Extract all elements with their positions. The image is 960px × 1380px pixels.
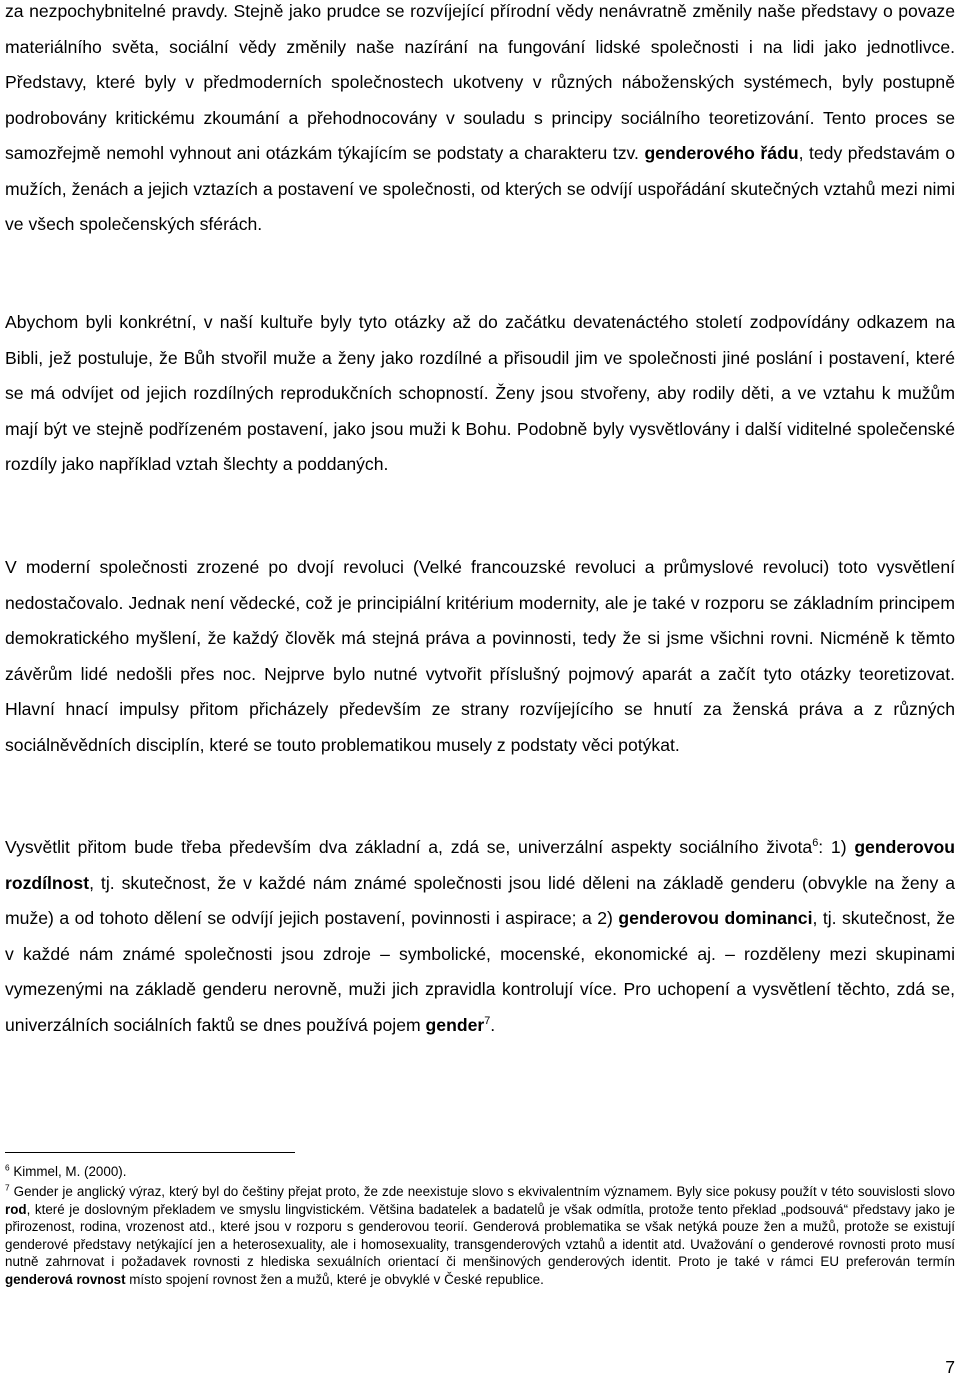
bold-term-rod: rod	[5, 1201, 27, 1217]
paragraph-text: , tj. skutečnost, že v každé nám známé společnosti jsou lidé děleni na základě genderu (obvykle na ženy a muže) a od tohoto dělení se odvíjí jejich postavení, povinnosti i aspirace; a 2)	[5, 872, 955, 928]
footnote-marker: 6	[5, 1162, 10, 1173]
bold-term-gender: gender	[425, 1014, 485, 1035]
footnote-separator	[5, 1152, 295, 1153]
footnote-7	[5, 1183, 955, 1289]
page-number: 7	[945, 1357, 955, 1377]
bold-term-genderoveho-radu: genderového řádu	[644, 143, 799, 163]
body-paragraph-4	[5, 830, 955, 1043]
paragraph-text: , tedy představám o mužích, ženách a jejich vztazích a postavení ve společnosti, od kterých se odvíjí uspořádání skutečných vztahů mezi nimi ve všech společenských sférách.	[5, 143, 956, 234]
footnote-6	[5, 1163, 955, 1181]
footnote-text: Gender je anglický výraz, který byl do češtiny přejat proto, že zde neexistuje slovo s ekvivalentním významem. Byly sice pokusy použít v této souvislosti slovo	[9, 1184, 955, 1199]
body-paragraph-2: Abychom byli konkrétní, v naší kultuře byly tyto otázky až do začátku devatenáctého století zodpovídány odkazem na Bibli, jež postuluje, že Bůh stvořil muže a ženy jako rozdílné a přisoudil jim ve společnosti jiné poslání i postavení, které se má odvíjet od jejich rozdílných reprodukčních schopností. Ženy jsou stvořeny, aby rodily děti, a ve vztahu k mužům mají být ve stejně podřízeném postavení, jako jsou muži k Bohu. Podobně byly vysvětlovány i další viditelné společenské rozdíly jako například vztah šlechty a poddaných.	[5, 312, 955, 474]
paragraph-text: , tj. skutečnost, že v každé nám známé společnosti jsou zdroje – symbolické, mocenské, ekonomické aj. – rozděleny mezi skupinami vymezenými na základě genderu nerovně, muži jich zpravidla kontrolují více. Pro uchopení a vysvětlení těchto, zdá se, univerzálních sociálních faktů se dnes používá pojem	[5, 908, 955, 1035]
paragraph-text: za nezpochybnitelné pravdy. Stejně jako prudce se rozvíjející přírodní vědy nenávratně změnily naše představy o povaze materiálního světa, sociální vědy změnily naše nazírání na fungování lidské společnosti i na lidi jako jednotlivce. Představy, které byly v předmoderních společnostech ukotveny v různých náboženských systémech, byly postupně podrobovány kritickému zkoumání a přehodnocovány v souladu s principy sociálního teoretizování. Tento proces se samozřejmě nemohl vyhnout ani otázkám týkajícím se podstaty a charakteru tzv.	[5, 1, 955, 163]
footnote-reference-7[interactable]: 7	[484, 1014, 491, 1027]
paragraph-text: Vysvětlit přitom bude třeba především dva základní a, zdá se, univerzální aspekty sociálního života	[5, 837, 813, 857]
bold-term-genderova-rovnost: genderová rovnost	[5, 1271, 126, 1287]
footnote-reference-6[interactable]: 6	[812, 837, 819, 850]
footnote-text: místo spojení rovnost žen a mužů, které je obvyklé v České republice.	[125, 1271, 544, 1287]
footnote-text: , které je doslovným překladem ve smyslu lingvistickém. Většina badatelek a badatelů je však odmítla, protože tento překlad „podsouvá“ představy jako je přirozenost, rodina, vrozenost atd., které jsou v rozporu s genderovou teorií. Genderová problematika se však netýká pouze žen a mužů, protože se existují genderové představy netýkající jen a heterosexuality, ale i homosexuality, transgenderových vztahů a identit atd. Uvažování o genderové rovnosti proto musí nutně zahrnovat i požadavek rovnosti z hlediska sexuálních orientací či menšinových genderových identit. Proto je také v rámci EU preferován termín	[5, 1201, 955, 1270]
body-paragraph-3: V moderní společnosti zrozené po dvojí revoluci (Velké francouzské revoluci a průmyslové revoluci) toto vysvětlení nedostačovalo. Jednak není vědecké, což je principiální kritérium modernity, ale je také v rozporu se základním principem demokratického myšlení, že každý člověk má stejná práva a povinnosti, tedy že si jsme všichni rovni. Nicméně k těmto závěrům lidé nedošli přes noc. Nejprve bylo nutné vytvořit příslušný pojmový aparát a začít tyto otázky teoretizovat. Hlavní hnací impulsy přitom přicházely především ze strany rozvíjejícího se hnutí za ženská práva a z různých sociálněvědních disciplín, které se touto problematikou musely z podstaty věci potýkat.	[5, 557, 955, 755]
bold-term-genderova-dominance: genderovou dominanci	[618, 908, 813, 928]
footnote-marker: 7	[5, 1182, 10, 1193]
body-paragraph-1	[5, 0, 955, 243]
paragraph-text: : 1)	[818, 837, 855, 857]
paragraph-text: .	[490, 1014, 496, 1035]
footnote-text: Kimmel, M. (2000).	[9, 1164, 127, 1179]
bold-term-genderova-rozdilnost: genderovou rozdílnost	[5, 837, 955, 893]
